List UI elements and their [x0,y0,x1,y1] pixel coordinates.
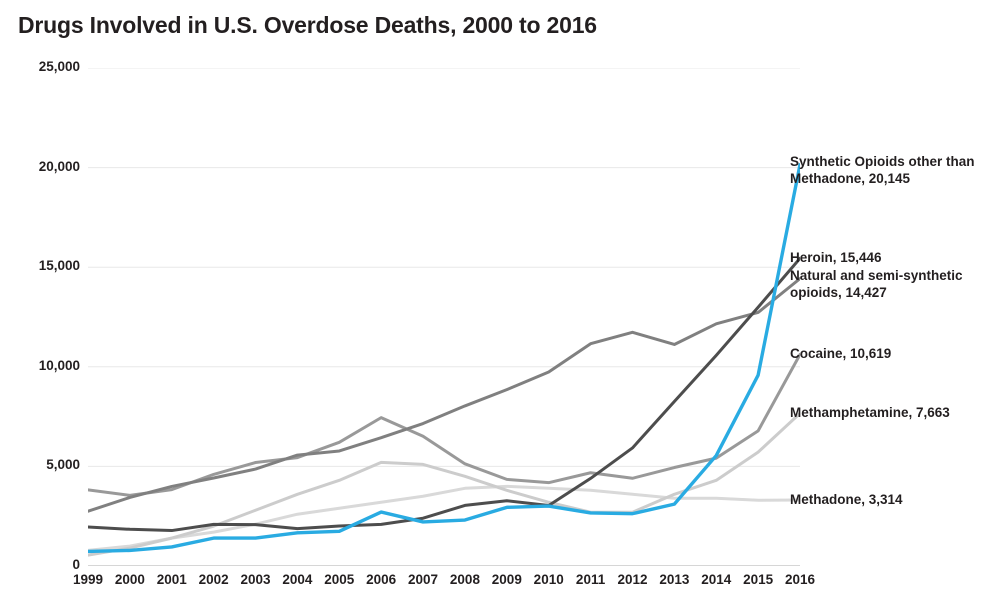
x-axis-tick-label: 2007 [408,572,439,587]
line-chart-svg [88,68,800,566]
x-axis-tick-label: 1999 [72,572,104,587]
x-axis-tick-label: 2013 [659,572,690,587]
x-axis-tick-label: 2014 [701,572,732,587]
plot-area [88,68,800,566]
series-label-3: Natural and semi-synthetic opioids, 14,427 [790,267,963,300]
y-axis [0,0,80,600]
x-axis-tick-label: 2015 [743,572,774,587]
x-axis-tick-label: 2009 [491,572,522,587]
series-line [88,258,800,530]
series-line [88,354,800,495]
x-axis-tick-label: 2004 [282,572,313,587]
x-axis-tick-label: 2012 [617,572,648,587]
series-line [88,279,800,512]
y-axis-tick-label: 10,000 [38,357,80,373]
series-label-2: Heroin, 15,446 [790,250,882,266]
chart-title: Drugs Involved in U.S. Overdose Deaths, 2000 to 2016 [18,12,597,38]
y-axis-tick-label: 0 [72,557,80,572]
y-axis-tick-label: 5,000 [46,457,80,473]
series-label-1: Synthetic Opioids other than Methadone, 20,145 [790,153,975,186]
series-label-5: Methamphetamine, 7,663 [790,405,950,421]
series-label-group [790,0,1000,600]
x-axis-tick-label: 2016 [784,572,816,587]
series-label-6: Methadone, 3,314 [790,491,903,507]
x-axis-tick-label: 2000 [114,572,145,587]
x-axis-tick-label: 2006 [366,572,397,587]
y-axis-tick-label: 20,000 [38,158,80,174]
y-axis-tick-label: 15,000 [38,258,80,274]
x-axis-tick-label: 2005 [324,572,355,587]
x-axis-tick-label: 2010 [533,572,564,587]
x-axis-tick-label: 2001 [156,572,187,587]
x-axis-tick-label: 2008 [449,572,480,587]
x-axis-tick-label: 2002 [198,572,229,587]
y-axis-tick-label: 25,000 [38,59,80,74]
x-axis-tick-label: 2003 [240,572,271,587]
x-axis [72,572,816,596]
series-label-4: Cocaine, 10,619 [790,346,892,362]
x-axis-tick-label: 2011 [575,572,606,587]
